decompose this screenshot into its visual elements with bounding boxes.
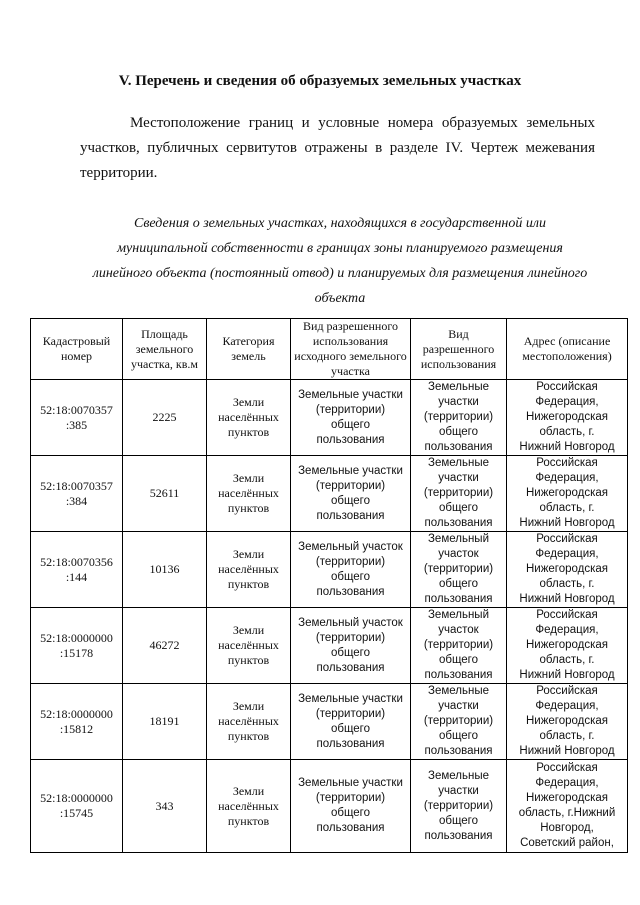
cell-area: 2225 [123,380,207,456]
cell-area: 10136 [123,532,207,608]
cell-area: 46272 [123,608,207,684]
cell-land-category: Земли населённых пунктов [207,684,291,760]
intro-paragraph: Местоположение границ и условные номера образуемых земельных участков, публичных сервитутов отражены в разделе IV. Чертеж межевания территории. [80,115,595,181]
cell-cadastral-number: 52:18:0070357 :384 [31,456,123,532]
cell-area: 343 [123,760,207,853]
cell-address: Российская Федерация, Нижегородская область, г. Нижний Новгород [507,456,628,532]
cell-permitted-use: Земельные участки (территории) общего пользования [411,760,507,853]
cell-source-permitted-use: Земельные участки (территории) общего пользования [291,456,411,532]
table-row [31,380,628,456]
cell-source-permitted-use: Земельные участки (территории) общего пользования [291,684,411,760]
cell-source-permitted-use: Земельные участки (территории) общего пользования [291,760,411,853]
cell-permitted-use: Земельные участки (территории) общего пользования [411,456,507,532]
header-land-category: Категория земель [207,319,291,380]
cell-area: 52611 [123,456,207,532]
cell-land-category: Земли населённых пунктов [207,608,291,684]
cell-source-permitted-use: Земельные участки (территории) общего пользования [291,380,411,456]
cell-permitted-use: Земельный участок (территории) общего пользования [411,532,507,608]
cell-source-permitted-use: Земельный участок (территории) общего пользования [291,608,411,684]
cell-address: Российская Федерация, Нижегородская область, г.Нижний Новгород, Советский район, [507,760,628,853]
cell-land-category: Земли населённых пунктов [207,760,291,853]
cell-address: Российская Федерация, Нижегородская область, г. Нижний Новгород [507,532,628,608]
cell-land-category: Земли населённых пунктов [207,380,291,456]
cell-cadastral-number: 52:18:0000000 :15745 [31,760,123,853]
cell-permitted-use: Земельные участки (территории) общего пользования [411,380,507,456]
header-address: Адрес (описание местоположения) [507,319,628,380]
cell-source-permitted-use: Земельный участок (территории) общего пользования [291,532,411,608]
cell-area: 18191 [123,684,207,760]
table-caption: Сведения о земельных участках, находящихся в государственной или муниципальной собственности в границах зоны планируемого размещения линейного объекта (постоянный отвод) и планируемых для размещения линейного объекта [92,216,588,306]
header-cadastral-number: Кадастровый номер [31,319,123,380]
cell-cadastral-number: 52:18:0070356 :144 [31,532,123,608]
table-row [31,684,628,760]
header-permitted-use: Вид разрешенного использования [411,319,507,380]
table-row [31,532,628,608]
cell-address: Российская Федерация, Нижегородская область, г. Нижний Новгород [507,684,628,760]
section-heading: V. Перечень и сведения об образуемых земельных участках [118,73,522,89]
header-area: Площадь земельного участка, кв.м [123,319,207,380]
table-row [31,608,628,684]
cell-land-category: Земли населённых пунктов [207,532,291,608]
cell-address: Российская Федерация, Нижегородская область, г. Нижний Новгород [507,380,628,456]
cell-permitted-use: Земельный участок (территории) общего пользования [411,608,507,684]
cell-land-category: Земли населённых пунктов [207,456,291,532]
cell-cadastral-number: 52:18:0000000 :15178 [31,608,123,684]
table-header-row [31,319,628,380]
cell-permitted-use: Земельные участки (территории) общего пользования [411,684,507,760]
table-row [31,456,628,532]
parcels-table [30,318,628,853]
cell-cadastral-number: 52:18:0000000 :15812 [31,684,123,760]
header-source-permitted-use: Вид разрешенного использования исходного земельного участка [291,319,411,380]
table-row [31,760,628,853]
cell-cadastral-number: 52:18:0070357 :385 [31,380,123,456]
cell-address: Российская Федерация, Нижегородская область, г. Нижний Новгород [507,608,628,684]
